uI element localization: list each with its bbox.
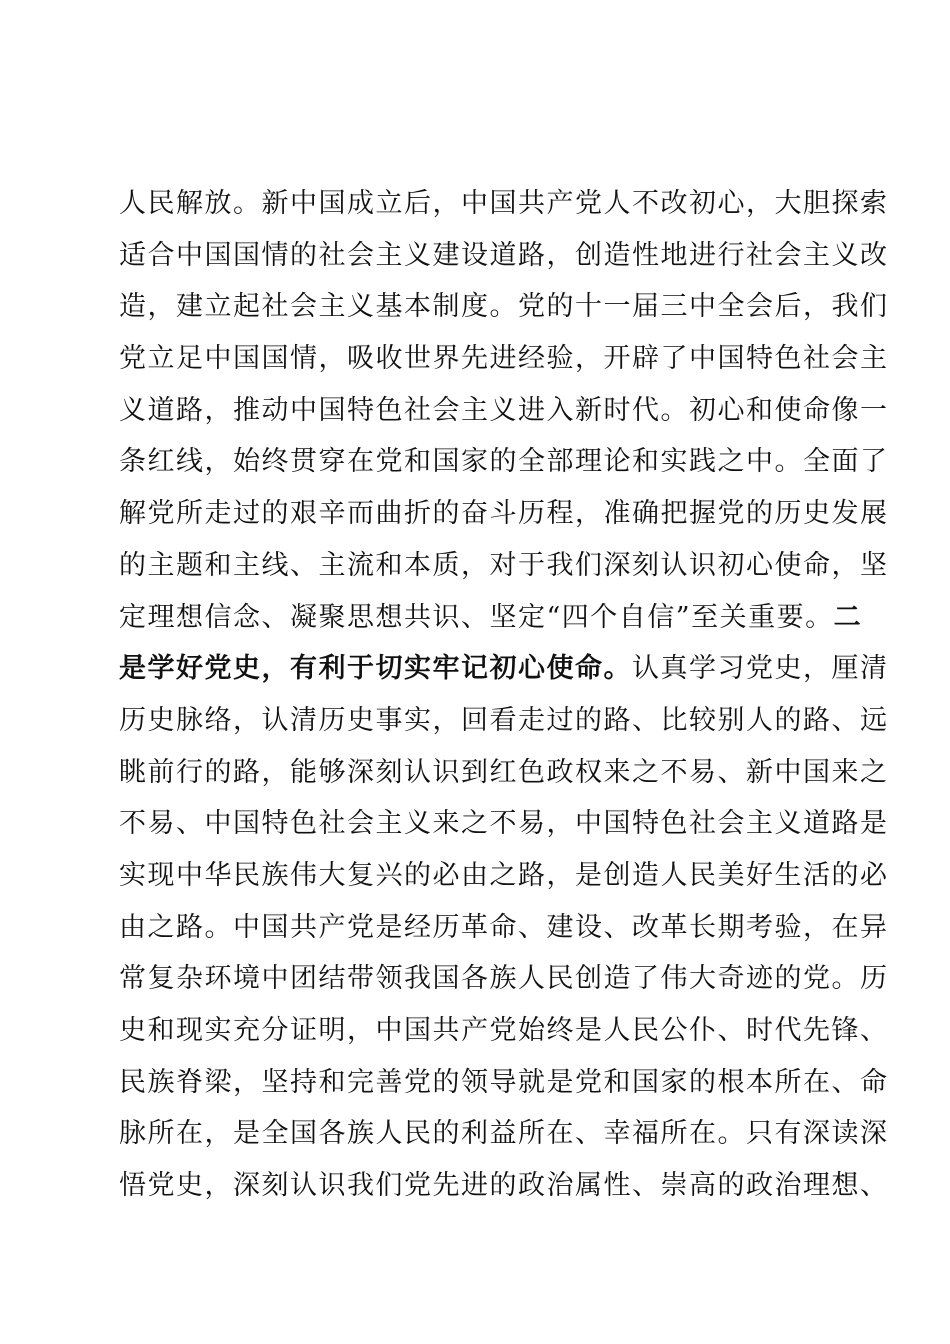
text-run: 党立足中国国情，吸收世界先进经验，开辟了中国特色社会主 [119, 343, 889, 375]
text-line [119, 695, 889, 747]
text-run: 适合中国国情的社会主义建设道路，创造性地进行社会主义改 [119, 239, 889, 271]
text-line [119, 1160, 889, 1212]
text-run: 由之路。中国共产党是经历革命、建设、改革长期考验，在异 [119, 911, 889, 943]
text-line [119, 488, 889, 540]
text-line [119, 1057, 889, 1109]
text-run: 人民解放。新中国成立后，中国共产党人不改初心，大胆探索 [119, 188, 889, 219]
text-run: 造，建立起社会主义基本制度。党的十一届三中全会后，我们 [119, 291, 889, 323]
text-run: 史和现实充分证明，中国共产党始终是人民公仆、时代先锋、 [119, 1015, 889, 1046]
text-line [119, 747, 889, 799]
text-run: 实现中华民族伟大复兴的必由之路，是创造人民美好生活的必 [119, 859, 889, 891]
text-run: 民族脊梁，坚持和完善党的领导就是党和国家的根本所在、命 [119, 1066, 889, 1098]
text-line [119, 1005, 889, 1057]
text-run: 解党所走过的艰辛而曲折的奋斗历程，准确把握党的历史发展 [119, 498, 889, 530]
text-run: 义道路，推动中国特色社会主义进入新时代。初心和使命像一 [119, 394, 889, 426]
text-line [119, 230, 889, 282]
text-run: 条红线，始终贯穿在党和国家的全部理论和实践之中。全面了 [119, 446, 889, 478]
text-line [119, 953, 889, 1005]
text-run: 认真学习党史，厘清 [632, 653, 889, 685]
text-run: 定理想信念、凝聚思想共识、坚定“四个自信”至关重要。 [119, 601, 834, 633]
text-line [119, 798, 889, 850]
text-run: 的主题和主线、主流和本质，对于我们深刻认识初心使命，坚 [119, 549, 889, 581]
text-line [119, 385, 889, 437]
text-line [119, 436, 889, 488]
body-text [119, 178, 889, 1212]
text-run: 不易、中国特色社会主义来之不易，中国特色社会主义道路是 [119, 808, 889, 840]
text-line [119, 850, 889, 902]
text-line [119, 643, 889, 695]
text-line [119, 540, 889, 592]
text-run: 常复杂环境中团结带领我国各族人民创造了伟大奇迹的党。历 [119, 963, 889, 995]
text-run: 眺前行的路，能够深刻认识到红色政权来之不易、新中国来之 [119, 756, 889, 788]
text-run: 历史脉络，认清历史事实，回看走过的路、比较别人的路、远 [119, 704, 889, 736]
text-line [119, 281, 889, 333]
bold-heading-run: 二 [833, 601, 863, 633]
text-run: 脉所在，是全国各族人民的利益所在、幸福所在。只有深读深 [119, 1118, 889, 1150]
text-line [119, 902, 889, 954]
text-run: 悟党史，深刻认识我们党先进的政治属性、崇高的政治理想、 [119, 1170, 889, 1202]
text-line [119, 592, 863, 644]
text-line [119, 1108, 889, 1160]
text-line [119, 333, 889, 385]
text-line [119, 178, 889, 230]
bold-heading-run: 是学好党史，有利于切实牢记初心使命。 [119, 653, 632, 685]
